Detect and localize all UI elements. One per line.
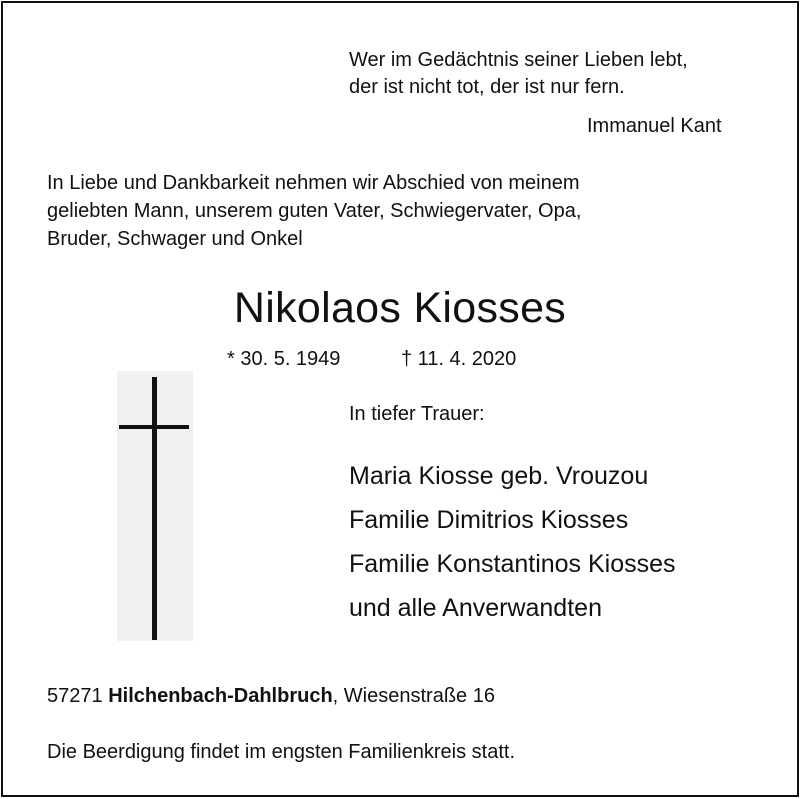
mourner-name: und alle Anverwandten bbox=[349, 594, 602, 622]
address-town: Hilchenbach-Dahlbruch bbox=[108, 685, 333, 707]
address: 57271 Hilchenbach-Dahlbruch, Wiesenstraße 16 bbox=[47, 685, 495, 707]
cross-icon bbox=[152, 377, 157, 640]
obituary-notice bbox=[1, 1, 799, 797]
quote-author: Immanuel Kant bbox=[587, 115, 722, 137]
death-date: † 11. 4. 2020 bbox=[401, 348, 517, 370]
quote-line-2: der ist nicht tot, der ist nur fern. bbox=[349, 76, 625, 98]
quote-line-1: Wer im Gedächtnis seiner Lieben lebt, bbox=[349, 49, 688, 71]
funeral-note: Die Beerdigung findet im engsten Familienkreis statt. bbox=[47, 741, 516, 763]
intro-text bbox=[47, 169, 581, 253]
deceased-name: Nikolaos Kiosses bbox=[233, 284, 567, 332]
birth-date: * 30. 5. 1949 bbox=[227, 348, 341, 370]
mourning-heading: In tiefer Trauer: bbox=[349, 403, 485, 425]
address-street: Wiesenstraße 16 bbox=[343, 685, 495, 707]
intro-line-2: geliebten Mann, unserem guten Vater, Schwiegervater, Opa, bbox=[47, 200, 582, 222]
intro-line-1: In Liebe und Dankbarkeit nehmen wir Abschied von meinem bbox=[47, 172, 580, 194]
cross-icon-bar bbox=[119, 425, 189, 429]
mourner-name: Maria Kiosse geb. Vrouzou bbox=[349, 462, 649, 490]
address-postcode: 57271 bbox=[47, 685, 103, 707]
intro-line-3: Bruder, Schwager und Onkel bbox=[47, 228, 303, 250]
mourners-list bbox=[349, 454, 676, 630]
mourner-name: Familie Konstantinos Kiosses bbox=[349, 550, 676, 578]
quote bbox=[349, 47, 688, 101]
mourner-name: Familie Dimitrios Kiosses bbox=[349, 506, 629, 534]
